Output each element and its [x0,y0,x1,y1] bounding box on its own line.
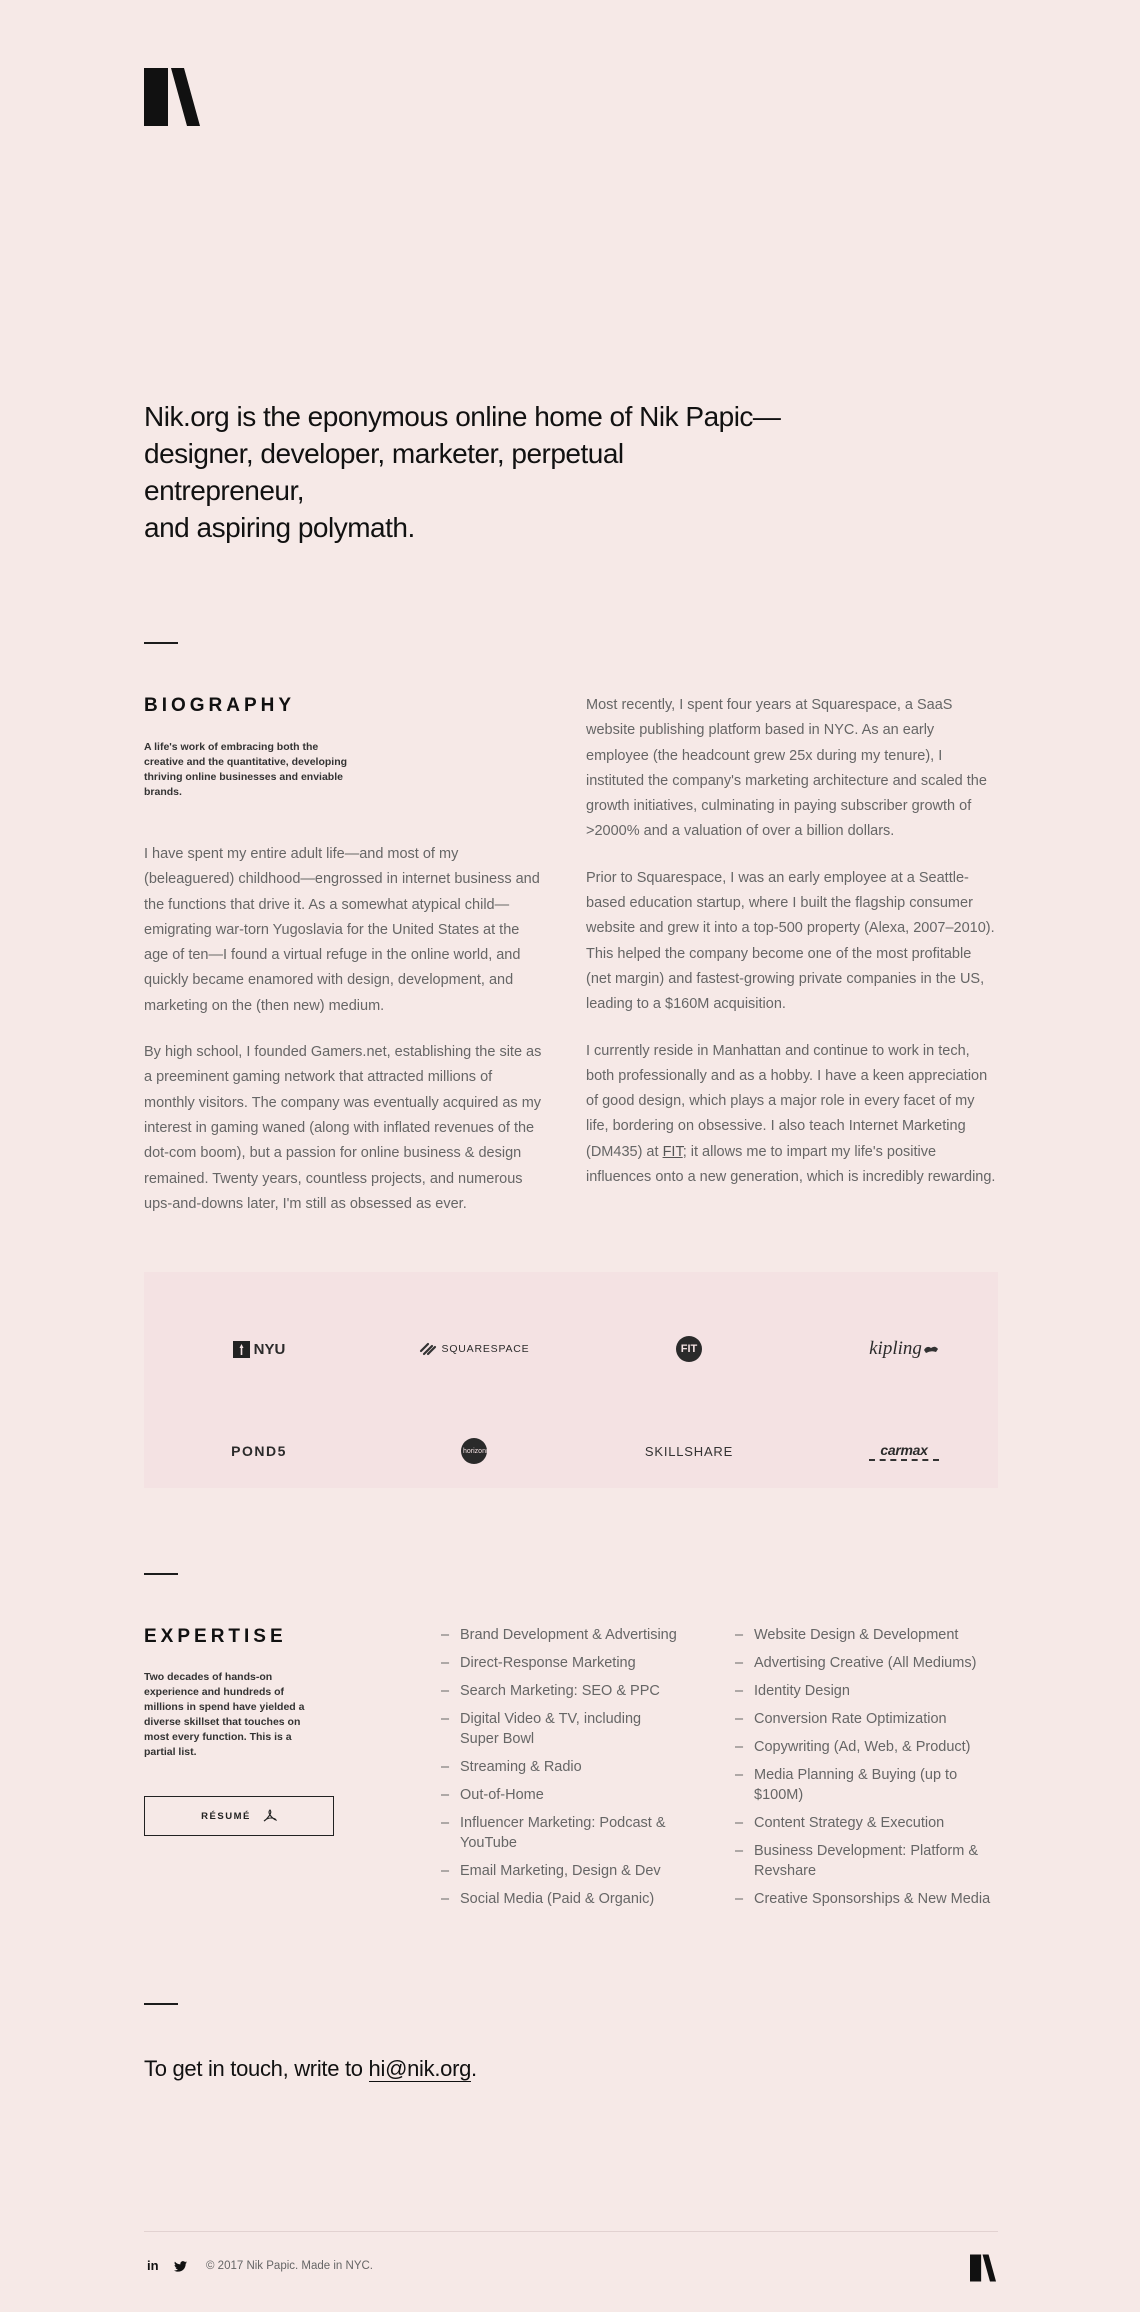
client-logo-kipling [809,1329,999,1369]
expertise-list-1 [441,1625,681,1917]
biography-title: BIOGRAPHY [144,695,296,716]
fit-badge [676,1336,702,1362]
list-item: – Copywriting (Ad, Web, & Product) [735,1737,995,1757]
fit-link[interactable]: FIT [662,1143,683,1160]
contact-line [144,2056,477,2082]
nik-logo-icon[interactable] [144,68,200,126]
client-label: NYU [253,1340,286,1358]
biography-divider [144,642,178,644]
list-item: – Social Media (Paid & Organic) [441,1889,681,1909]
client-logo-skillshare [594,1431,784,1471]
squarespace-mark-icon [419,1342,437,1356]
client-logo-horizon [379,1431,569,1471]
footer-logo-icon[interactable] [970,2254,996,2282]
carmax-underline [869,1459,939,1461]
expertise-subtitle: Two decades of hands-on experience and hundreds of millions in spend have yielded a diverse skillset that touches on most every function. This is a partial list. [144,1671,305,1758]
list-item: – Brand Development & Advertising [441,1625,681,1645]
list-item: – Direct-Response Marketing [441,1653,681,1673]
client-label: kipling [869,1338,922,1359]
hero-line-2: designer, developer, marketer, perpetual entrepreneur, [144,438,624,506]
hero-line-3: and aspiring polymath. [144,512,415,543]
expertise-divider [144,1573,178,1575]
client-label: POND5 [231,1443,287,1459]
biography-subtitle: A life's work of embracing both the creative and the quantitative, developing thriving online businesses and enviable brands. [144,741,348,798]
list-item: – Search Marketing: SEO & PPC [441,1681,681,1701]
client-label: SQUARESPACE [441,1343,530,1355]
paragraph-text: ; it allows me to impart my life's positive influences onto a new generation, which is incredibly rewarding. [586,1143,996,1186]
list-item: – Digital Video & TV, including Super Bowl [441,1709,681,1749]
biography-left-column [144,842,544,1238]
horizon-badge [461,1438,506,1464]
client-label: FIT [680,1343,698,1355]
client-label: SKILLSHARE [644,1443,734,1459]
list-item: – Media Planning & Buying (up to $100M) [735,1765,974,1805]
client-logo-pond5 [164,1431,354,1471]
biography-paragraph: Most recently, I spent four years at Squarespace, a SaaS website publishing platform based in NYC. As an early employee (the headcount grew 25x during my tenure), I instituted the company's marketing architecture and scaled the growth initiatives, culminating in paying subscriber growth of >2000% and a valuation of over a billion dollars. [586,697,987,840]
copyright-text: © 2017 Nik Papic. Made in NYC. [206,2260,373,2272]
resume-label: RÉSUMÉ [201,1810,251,1822]
hero-headline [144,398,784,546]
list-item: – Conversion Rate Optimization [735,1709,995,1729]
client-logo-nyu [164,1329,354,1369]
kipling-monkey-icon [923,1343,939,1355]
contact-period: . [471,2056,477,2081]
pdf-icon [263,1809,277,1823]
clients-panel [144,1272,998,1488]
linkedin-link[interactable]: in [147,2258,159,2273]
list-item: – Streaming & Radio [441,1757,681,1777]
client-logo-carmax [809,1431,999,1471]
list-item: – Out-of-Home [441,1785,681,1805]
client-logo-fit [594,1329,784,1369]
contact-divider [144,2003,178,2005]
footer-divider [144,2231,998,2232]
paragraph-text: I currently reside in Manhattan and continue to work in tech, both professionally and as a hobby. I have a keen appreciation of good design, which plays a major role in every facet of my life, bordering on obsessive. I also teach Internet Marketing (DM435) at [586,1042,988,1160]
biography-paragraph [586,1039,996,1191]
biography-paragraph: By high school, I founded Gamers.net, establishing the site as a preeminent gaming network that attracted millions of monthly visitors. The company was eventually acquired as my interest in gaming waned (along with inflated revenues of the dot-com boom), but a passion for online business & design remained. Twenty years, countless projects, and numerous ups-and-downs later, I'm still as obsessed as ever. [144,1044,542,1212]
biography-paragraph: Prior to Squarespace, I was an early employee at a Seattle-based education startup, where I built the flagship consumer website and grew it into a top-500 property (Alexa, 2007–2010). This helped the company become one of the most profitable (net margin) and fastest-growing private companies in the US, leading to a $160M acquisition. [586,869,995,1013]
twitter-icon[interactable] [174,2261,187,2272]
list-item: – Email Marketing, Design & Dev [441,1861,681,1881]
list-item: – Content Strategy & Execution [735,1813,995,1833]
client-label: carmax [880,1441,928,1458]
biography-paragraph: I have spent my entire adult life—and most of my (beleaguered) childhood—engrossed in internet business and the functions that drive it. As a somewhat atypical child—emigrating war-torn Yugoslavia for the United States at the age of ten—I found a virtual refuge in the online world, and quickly became enamored with design, development, and marketing on the (then new) medium. [144,846,540,1014]
expertise-list-2 [735,1625,995,1917]
client-logo-squarespace [379,1329,569,1369]
contact-text: To get in touch, write to [144,2056,369,2081]
list-item: – Creative Sponsorships & New Media [735,1889,995,1909]
expertise-title: EXPERTISE [144,1626,287,1647]
resume-button[interactable] [144,1796,334,1836]
list-item: – Advertising Creative (All Mediums) [735,1653,995,1673]
biography-right-column [586,693,996,1211]
list-item: – Business Development: Platform & Revshare [735,1841,979,1881]
nyu-torch-icon [233,1341,250,1358]
client-label: horizonmedia [463,1447,506,1455]
hero-line-1: Nik.org is the eponymous online home of Nik Papic— [144,401,781,432]
list-item: – Identity Design [735,1681,995,1701]
list-item: – Website Design & Development [735,1625,995,1645]
email-link[interactable]: hi@nik.org [368,2056,472,2081]
list-item: – Influencer Marketing: Podcast & YouTube [441,1813,681,1853]
